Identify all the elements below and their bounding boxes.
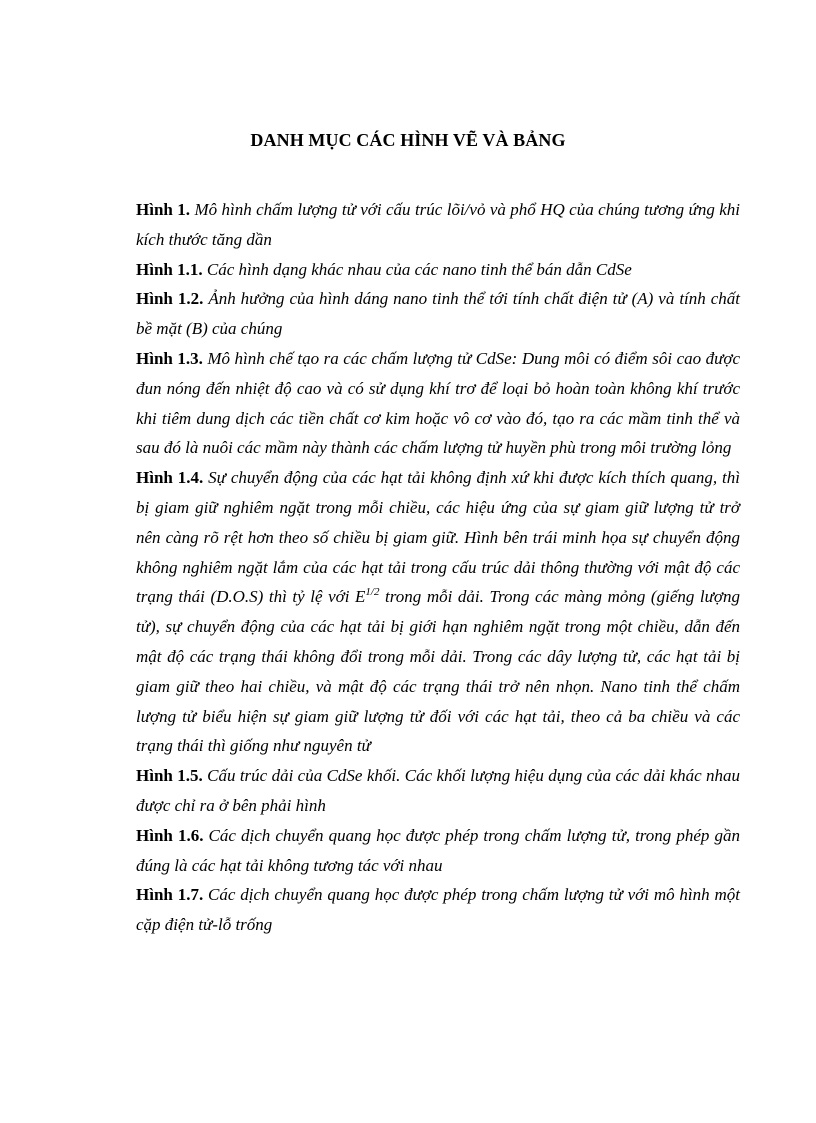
figure-caption-part: Sự chuyển động của các hạt tải không định xứ khi được kích thích quang, thì bị giam giữ nghiêm ngặt trong mỗi chiều, các hiệu ứng của sự giam giữ lượng tử trở nên càng rõ rệt hơn theo số chiều bị giam giữ. Hình bên trái minh họa sự chuyển động không nghiêm ngặt lắm của các hạt tải trong cấu trúc dải thông thường với mật độ các trạng thái (D.O.S) thì tỷ lệ với E [136,468,741,607]
figure-entry [136,195,740,255]
figure-label: Hình 1.6. [136,825,204,845]
page-title: DANH MỤC CÁC HÌNH VẼ VÀ BẢNG [250,130,566,150]
figure-entry [136,761,740,821]
figure-caption: Các dịch chuyển quang học được phép trong chấm lượng tử, trong phép gần đúng là các hạt tải không tương tác với nhau [136,825,741,875]
figure-caption: Mô hình chấm lượng tử với cấu trúc lõi/vỏ và phổ HQ của chúng tương ứng khi kích thước tăng dần [136,200,741,249]
figure-label: Hình 1.5. [136,766,203,786]
figure-label: Hình 1.3. [136,348,203,368]
figure-label: Hình 1.2. [136,289,204,309]
figure-label: Hình 1.1. [136,259,203,279]
figure-entry [136,463,740,761]
figure-caption: Mô hình chế tạo ra các chấm lượng tử CdSe: Dung môi có điểm sôi cao được đun nóng đến nhiệt độ cao và có sử dụng khí trơ để loại bỏ hoàn toàn không khí trước khi tiêm dung dịch các tiền chất cơ kim hoặc vô cơ vào đó, tạo ra các mầm tinh thể và sau đó là nuôi các mầm này thành các chấm lượng tử huyền phù trong môi trường lỏng [136,348,741,458]
figure-caption: Các hình dạng khác nhau của các nano tinh thể bán dẫn CdSe [206,259,632,279]
figure-label: Hình 1.4. [136,468,204,488]
figure-label: Hình 1. [136,200,191,219]
figure-label: Hình 1.7. [136,885,204,905]
figure-entry [136,284,740,344]
superscript-exponent: 1/2 [365,586,380,599]
figure-caption: Các dịch chuyển quang học được phép trong chấm lượng tử với mô hình một cặp điện tử-lỗ trống [136,885,740,935]
figure-list [136,195,740,940]
figure-caption: Ảnh hưởng của hình dáng nano tinh thể tới tính chất điện tử (A) và tính chất bề mặt (B) của chúng [136,289,741,339]
figure-caption: Cấu trúc dải của CdSe khối. Các khối lượng hiệu dụng của các dải khác nhau được chỉ ra ở bên phải hình [136,766,740,815]
figure-entry [136,880,740,940]
figure-caption-part: trong mỗi dải. Trong các màng mỏng (giếng lượng tử), sự chuyển động của các hạt tải bị giới hạn nghiêm ngặt trong một chiều, dẫn đến mật độ các trạng thái không đổi trong mỗi dải. Trong các dây lượng tử, các hạt tải bị giam giữ theo hai chiều, và mật độ các trạng thái trở nên nhọn. Nano tinh thể chấm lượng tử biểu hiện sự giam giữ lượng tử đối với các hạt tải, theo cả ba chiều và các trạng thái thì giống như nguyên tử [136,587,741,756]
figure-caption [136,468,740,755]
figure-entry [136,255,740,285]
figure-entry [136,344,740,463]
figure-entry [136,821,740,881]
